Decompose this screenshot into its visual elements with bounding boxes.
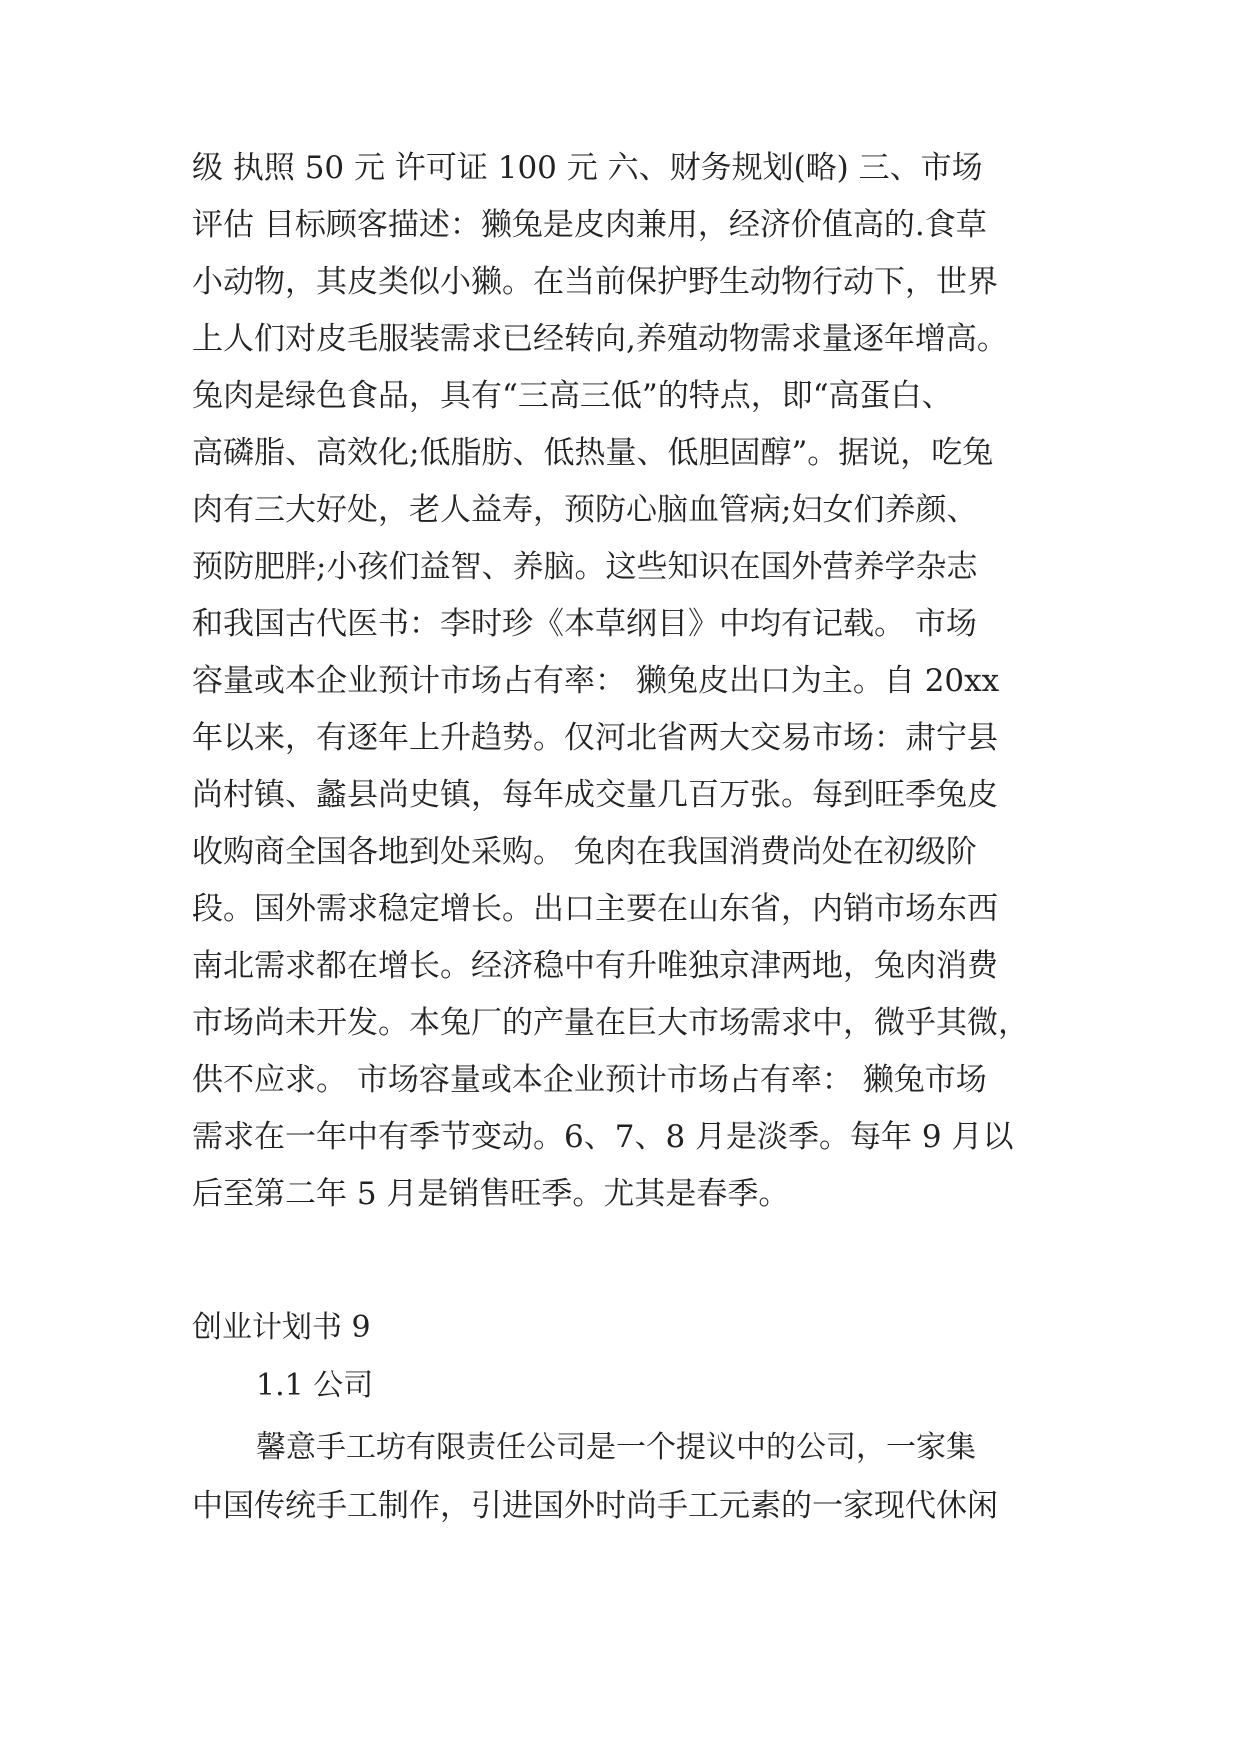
body-line: 容量或本企业预计市场占有率： 獭兔皮出口为主。自 20xx [192,663,1000,699]
subsection-title: 1.1 公司 [256,1368,374,1403]
body-line: 预防肥胖;小孩们益智、养脑。这些知识在国外营养学杂志 [192,549,978,585]
body-line: 市场尚未开发。本兔厂的产量在巨大市场需求中，微乎其微， [192,1005,1029,1041]
body-line: 级 执照 50 元 许可证 100 元 六、财务规划(略) 三、市场 [192,150,983,186]
body-line: 南北需求都在增长。经济稳中有升唯独京津两地，兔肉消费 [192,948,998,984]
section-title: 创业计划书 9 [192,1310,371,1345]
body-line: 评估 目标顾客描述：獭兔是皮肉兼用，经济价值高的.食草 [192,207,987,243]
body-line: 段。国外需求稳定增长。出口主要在山东省，内销市场东西 [192,891,998,927]
intro-line: 中国传统手工制作，引进国外时尚手工元素的一家现代休闲 [192,1488,998,1524]
body-line: 小动物，其皮类似小獭。在当前保护野生动物行动下，世界 [192,264,998,300]
body-line: 高磷脂、高效化;低脂肪、低热量、低胆固醇”。据说，吃兔 [192,435,994,471]
body-line: 后至第二年 5 月是销售旺季。尤其是春季。 [192,1176,790,1212]
body-line: 尚村镇、蠡县尚史镇，每年成交量几百万张。每到旺季兔皮 [192,777,998,813]
body-line: 兔肉是绿色食品，具有“三高三低”的特点，即“高蛋白、 [192,378,953,414]
intro-line: 馨意手工坊有限责任公司是一个提议中的公司，一家集 [256,1430,976,1465]
body-line: 年以来，有逐年上升趋势。仅河北省两大交易市场：肃宁县 [192,720,998,756]
body-line: 需求在一年中有季节变动。6、7、8 月是淡季。每年 9 月以 [192,1119,1014,1155]
body-line: 上人们对皮毛服装需求已经转向,养殖动物需求量逐年增高。 [192,321,1008,357]
body-line: 收购商全国各地到处采购。 兔肉在我国消费尚处在初级阶 [192,834,977,870]
body-line: 和我国古代医书：李时珍《本草纲目》中均有记载。 市场 [192,606,977,642]
body-line: 肉有三大好处，老人益寿，预防心脑血管病;妇女们养颜、 [192,492,978,528]
body-line: 供不应求。 市场容量或本企业预计市场占有率： 獭兔市场 [192,1062,987,1098]
